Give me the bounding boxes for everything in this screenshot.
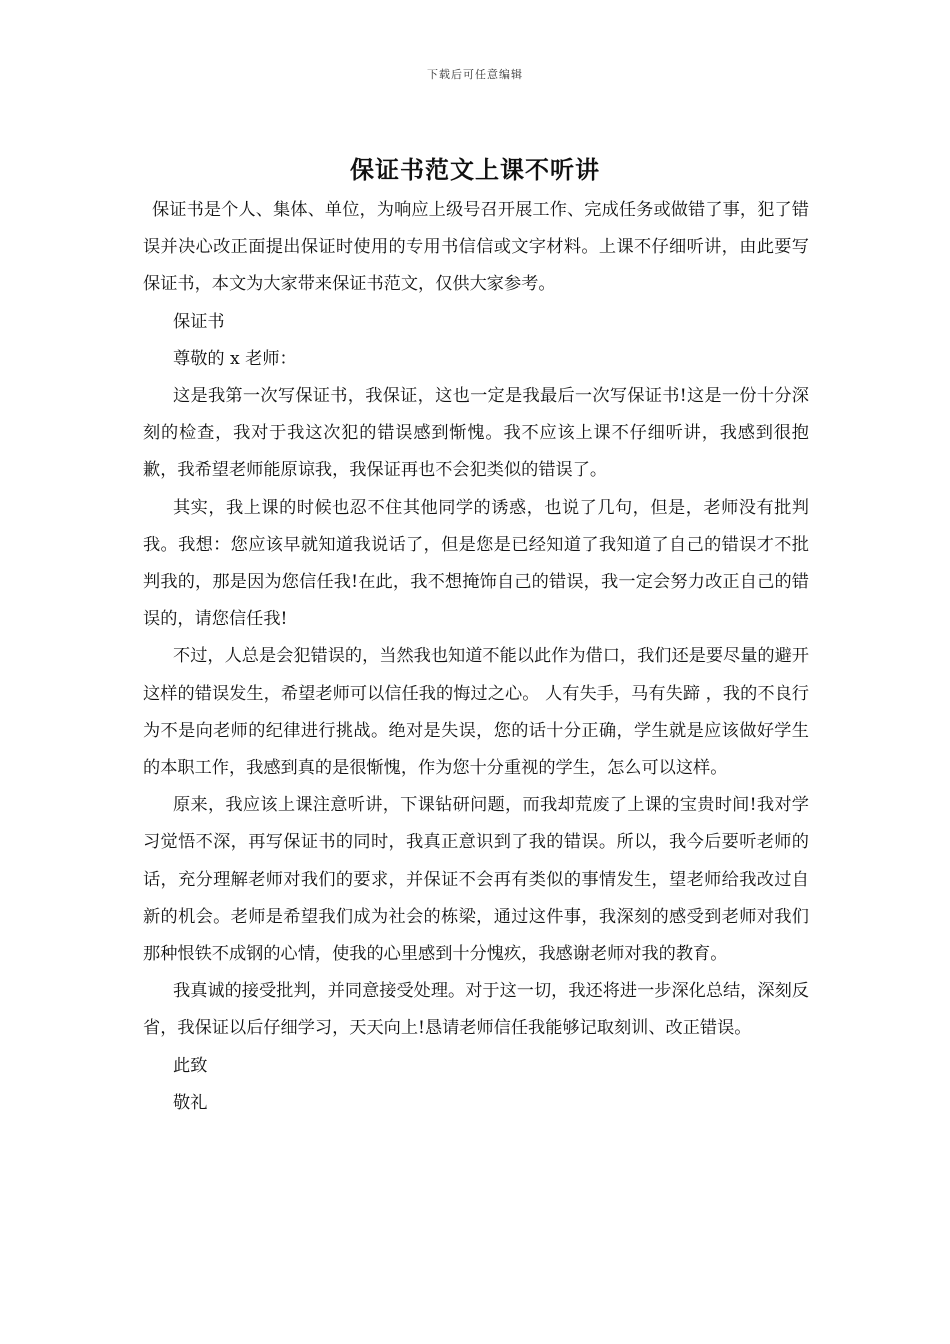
body-paragraph-1: 这是我第一次写保证书，我保证，这也一定是我最后一次写保证书!这是一份十分深刻的检查，我对于我这次犯的错误感到惭愧。我不应该上课不仔细听讲，我感到很抱歉，我希望老师能原谅我，我保证再也不会犯类似的错误了。 bbox=[143, 386, 809, 481]
body-paragraph-3: 不过，人总是会犯错误的，当然我也知道不能以此作为借口，我们还是要尽量的避开这样的错误发生，希望老师可以信任我的悔过之心。 人有失手，马有失蹄 ，我的不良行为不是向老师的纪律进行挑战。绝对是失误，您的话十分正确，学生就是应该做好学生的本职工作，我感到真的是很惭愧，作为您十分重视的学生，怎么可以这样。 bbox=[143, 646, 809, 779]
letter-heading: 保证书 bbox=[173, 311, 225, 332]
body-paragraph-5: 我真诚的接受批判，并同意接受处理。对于这一切，我还将进一步深化总结，深刻反省，我保证以后仔细学习，天天向上!恳请老师信任我能够记取刻训、改正错误。 bbox=[143, 981, 809, 1039]
body-paragraph-4: 原来，我应该上课注意听讲，下课钻研问题，而我却荒废了上课的宝贵时间!我对学习觉悟不深，再写保证书的同时，我真正意识到了我的错误。所以，我今后要听老师的话，充分理解老师对我们的要求，并保证不会再有类似的事情发生，望老师给我改过自新的机会。老师是希望我们成为社会的栋梁，通过这件事，我深刻的感受到老师对我们那种恨铁不成钢的心情，使我的心里感到十分愧疚，我感谢老师对我的教育。 bbox=[143, 795, 809, 965]
intro-paragraph: 保证书是个人、集体、单位，为响应上级号召开展工作、完成任务或做错了事，犯了错误并决心改正面提出保证时使用的专用书信信或文字材料。上课不仔细听讲，由此要写保证书，本文为大家带来保证书范文，仅供大家参考。 bbox=[143, 200, 809, 295]
closing-line-2: 敬礼 bbox=[173, 1092, 208, 1113]
closing-line-1: 此致 bbox=[173, 1055, 208, 1076]
body-paragraph-2: 其实，我上课的时候也忍不住其他同学的诱惑，也说了几句，但是，老师没有批判我。我想：您应该早就知道我说话了，但是您是已经知道了我知道了自己的错误才不批判我的，那是因为您信任我!在此，我不想掩饰自己的错误，我一定会努力改正自己的错误的，请您信任我! bbox=[143, 497, 809, 630]
document-body bbox=[143, 192, 809, 1122]
header-note: 下载后可任意编辑 bbox=[427, 68, 523, 81]
document-title: 保证书范文上课不听讲 bbox=[350, 155, 600, 184]
salutation: 尊敬的 x 老师： bbox=[173, 348, 297, 369]
